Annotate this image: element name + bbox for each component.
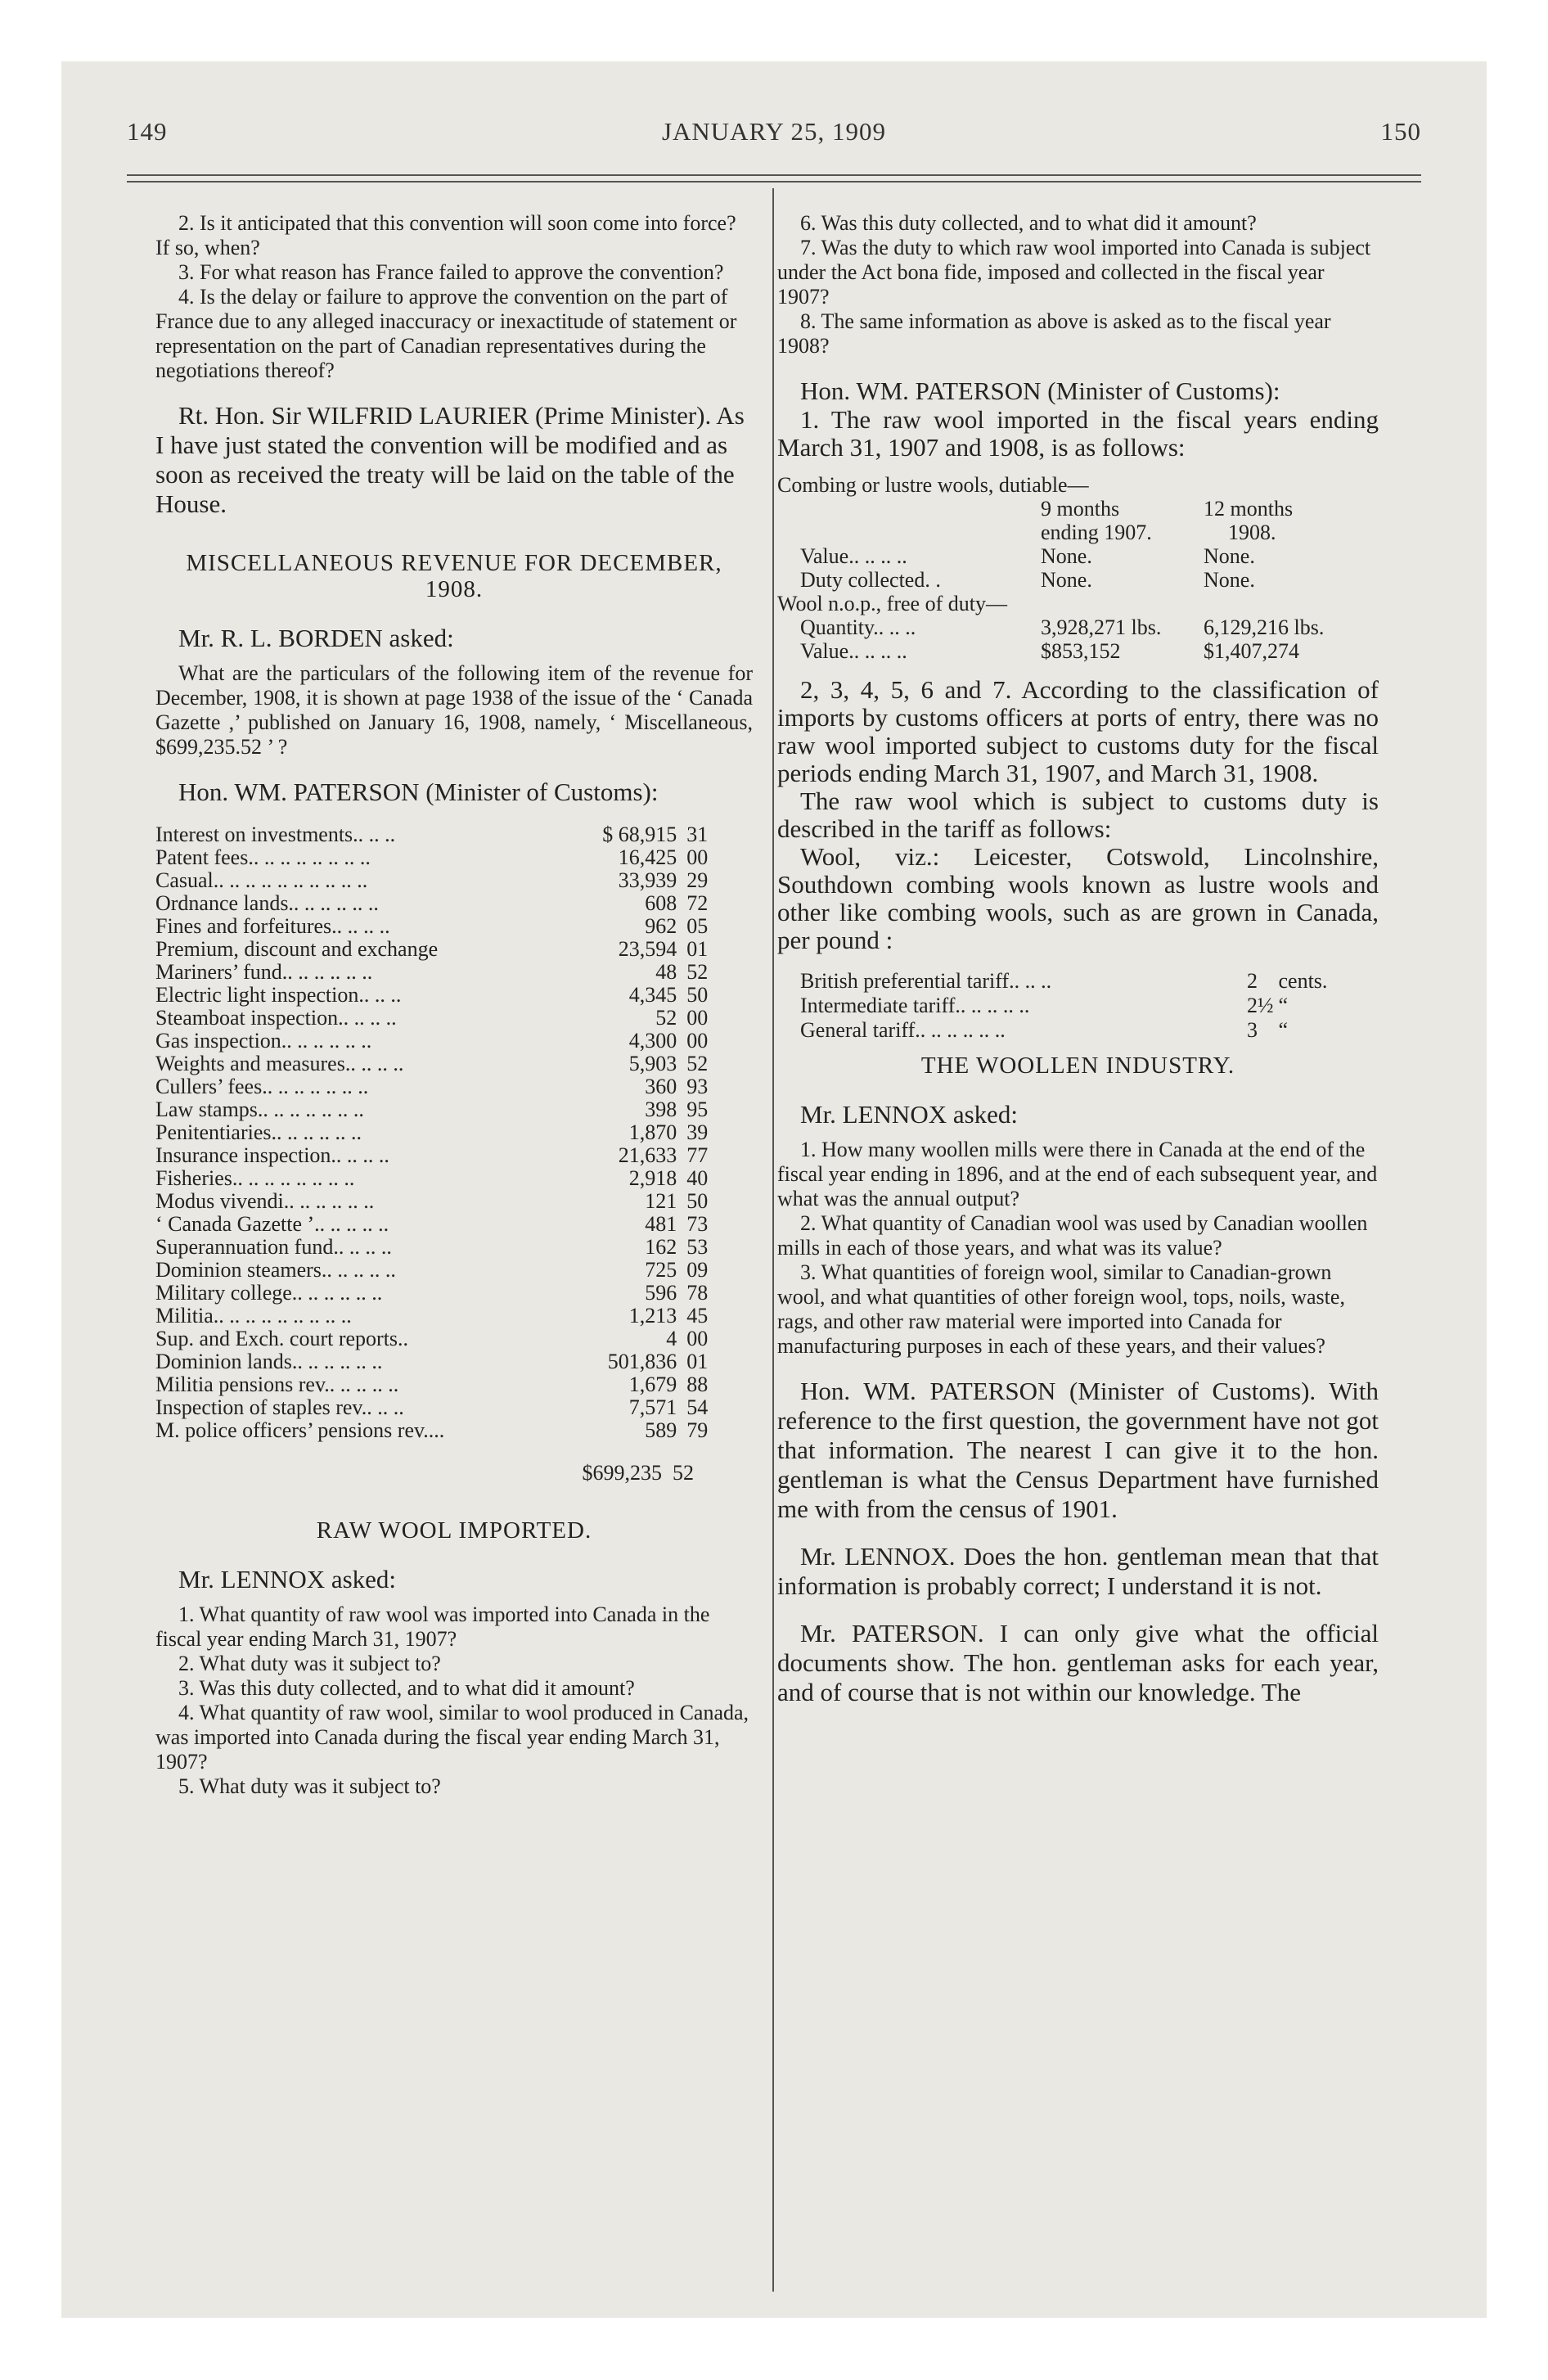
revenue-cents: 01	[686, 1350, 709, 1373]
header-rule	[127, 181, 1421, 183]
section-title: THE WOOLLEN INDUSTRY.	[920, 1053, 1235, 1079]
revenue-row	[155, 1053, 728, 1075]
revenue-row	[155, 1144, 728, 1167]
revenue-cents: 53	[686, 1235, 709, 1259]
row-value: $1,407,274	[1204, 639, 1299, 663]
question: 7. Was the duty to which raw wool imported into Canada is subject under the Act bona fide, imposed and collected in the fiscal year 1907?	[777, 236, 1371, 309]
revenue-amount: 2,918	[628, 1166, 677, 1190]
revenue-row	[155, 1167, 728, 1190]
revenue-amount: 23,594	[618, 937, 677, 961]
revenue-row	[155, 915, 728, 938]
answer-paragraph: Wool, viz.: Leicester, Cotswold, Lincolnshire, Southdown combing wools known as lustre wools and other like combing wools, such as are grown in Canada, per pound :	[777, 842, 1379, 954]
speech-text: I can only give what the official documents show. The hon. gentleman asks for each year, and of course that is not within our knowledge. The	[777, 1619, 1379, 1706]
revenue-amount: 360	[645, 1075, 677, 1098]
revenue-item: Militia pensions rev.. .. .. .. ..	[155, 1373, 399, 1396]
row-value: None.	[1204, 568, 1255, 592]
revenue-cents: 78	[686, 1281, 709, 1305]
tariff-unit: cents.	[1278, 969, 1328, 993]
total-cents: 52	[673, 1461, 694, 1485]
revenue-item: Electric light inspection.. .. ..	[155, 983, 402, 1007]
revenue-amount: 1,870	[628, 1120, 677, 1144]
row-value: 3,928,271 lbs.	[1041, 615, 1162, 639]
revenue-item: Military college.. .. .. .. .. ..	[155, 1281, 383, 1305]
revenue-row	[155, 1419, 728, 1442]
speaker-name: Mr. LENNOX.	[800, 1542, 956, 1571]
revenue-amount: 33,939	[618, 868, 677, 892]
row-label: Duty collected. .	[800, 568, 941, 592]
revenue-cents: 77	[686, 1143, 709, 1167]
speech-paterson	[777, 1619, 1379, 1707]
row-label: Quantity.. .. ..	[800, 615, 916, 639]
total-amount: $699,235	[582, 1461, 662, 1485]
speech-paterson	[777, 1377, 1379, 1524]
tariff-rate: 3	[1247, 1018, 1258, 1042]
revenue-cents: 31	[686, 823, 709, 846]
revenue-cents: 40	[686, 1166, 709, 1190]
question-text: What are the particulars of the following item of the revenue for December, 1908, it is shown at page 1938 of the issue of the ‘ Canada Gazette ,’ published on January 16, 1908, namely, ‘ Miscellaneous, $699,235.52 ’ ?	[155, 661, 753, 759]
revenue-amount: 4,345	[628, 983, 677, 1007]
revenue-cents: 00	[686, 1006, 709, 1030]
revenue-row	[155, 1327, 728, 1350]
row-value: $853,152	[1041, 639, 1121, 663]
question: 2. What duty was it subject to?	[178, 1652, 441, 1675]
question: 8. The same information as above is asked as to the fiscal year 1908?	[777, 309, 1331, 358]
revenue-row	[155, 1236, 728, 1259]
revenue-amount: 596	[645, 1281, 677, 1305]
revenue-cents: 39	[686, 1120, 709, 1144]
row-label: Value.. .. .. ..	[800, 544, 907, 568]
question-list	[777, 1138, 1379, 1359]
revenue-row	[155, 892, 728, 915]
asked-line: Mr. R. L. BORDEN asked:	[178, 624, 454, 652]
revenue-amount: 725	[645, 1258, 677, 1282]
row-value: None.	[1041, 568, 1092, 592]
speaker-name: Rt. Hon. Sir WILFRID LAURIER (Prime Minister).	[178, 401, 712, 430]
question: 1. How many woollen mills were there in Canada at the end of the fiscal year ending in 1896, and at the end of each subsequent year, and what was the annual output?	[777, 1138, 1378, 1210]
revenue-row	[155, 1305, 728, 1327]
revenue-row	[155, 1098, 728, 1121]
section-title: MISCELLANEOUS REVENUE FOR DECEMBER, 1908.	[186, 550, 722, 602]
question: 3. What quantities of foreign wool, similar to Canadian-grown wool, and what quantities of other foreign wool, tops, noils, waste, rags, and other raw material were imported into Canada for manufacturing purposes in each of these years, and their values?	[777, 1260, 1345, 1358]
speaker-line: Hon. WM. PATERSON (Minister of Customs):	[178, 778, 659, 806]
revenue-cents: 00	[686, 1327, 709, 1350]
answer-paragraph: 1. The raw wool imported in the fiscal years ending March 31, 1907 and 1908, is as follows:	[777, 405, 1379, 462]
question: 3. For what reason has France failed to approve the convention?	[178, 260, 724, 284]
revenue-row	[155, 961, 728, 984]
speech-laurier	[155, 401, 753, 519]
question-list	[155, 1602, 753, 1799]
revenue-row	[155, 1075, 728, 1098]
revenue-amount: 4,300	[628, 1029, 677, 1053]
col-sub: 1908.	[1228, 521, 1276, 544]
revenue-item: Superannuation fund.. .. .. ..	[155, 1235, 392, 1259]
revenue-cents: 93	[686, 1075, 709, 1098]
revenue-amount: 5,903	[628, 1052, 677, 1075]
col-head: 12 months	[1204, 497, 1294, 521]
revenue-cents: 88	[686, 1373, 709, 1396]
revenue-cents: 52	[686, 960, 709, 984]
question: 1. What quantity of raw wool was imported into Canada in the fiscal year ending March 31, 1907?	[155, 1602, 710, 1651]
revenue-cents: 09	[686, 1258, 709, 1282]
revenue-row	[155, 1373, 728, 1396]
section-title: RAW WOOL IMPORTED.	[316, 1517, 592, 1544]
tariff-unit: “	[1278, 1018, 1289, 1042]
revenue-amount: 21,633	[618, 1143, 677, 1167]
revenue-amount: 1,679	[628, 1373, 677, 1396]
question: 3. Was this duty collected, and to what did it amount?	[178, 1676, 635, 1700]
tariff-unit: “	[1278, 994, 1289, 1017]
revenue-cents: 50	[686, 983, 709, 1007]
revenue-item: Gas inspection.. .. .. .. .. ..	[155, 1029, 372, 1053]
revenue-cents: 95	[686, 1098, 709, 1121]
revenue-cents: 45	[686, 1304, 709, 1327]
speech-text: As I have just stated the convention will be modified and as soon as received the treaty will be laid on the table of the House.	[155, 401, 745, 518]
column-divider	[772, 188, 774, 2292]
revenue-cents: 79	[686, 1418, 709, 1442]
revenue-total	[155, 1460, 728, 1486]
revenue-item: Mariners’ fund.. .. .. .. .. ..	[155, 960, 373, 984]
question: 6. Was this duty collected, and to what did it amount?	[800, 211, 1257, 235]
revenue-item: Ordnance lands.. .. .. .. .. ..	[155, 891, 379, 915]
row-value: None.	[1204, 544, 1255, 568]
revenue-item: Fisheries.. .. .. .. .. .. .. ..	[155, 1166, 355, 1190]
revenue-cents: 01	[686, 937, 709, 961]
tariff-rate: 2½	[1247, 994, 1274, 1017]
revenue-row	[155, 846, 728, 869]
revenue-amount: 7,571	[628, 1395, 677, 1419]
document-page	[61, 61, 1487, 2318]
revenue-cents: 29	[686, 868, 709, 892]
revenue-row	[155, 1030, 728, 1053]
revenue-item: Law stamps.. .. .. .. .. .. ..	[155, 1098, 364, 1121]
revenue-cents: 05	[686, 914, 709, 938]
revenue-row	[155, 984, 728, 1007]
revenue-cents: 72	[686, 891, 709, 915]
revenue-item: Weights and measures.. .. .. ..	[155, 1052, 404, 1075]
revenue-cents: 00	[686, 1029, 709, 1053]
revenue-item: Patent fees.. .. .. .. .. .. .. ..	[155, 845, 371, 869]
answer-paragraph: 2, 3, 4, 5, 6 and 7. According to the classification of imports by customs officers at ports of entry, there was no raw wool imported subject to customs duty for the fiscal periods ending March 31, 1907, and March 31, 1908.	[777, 675, 1379, 787]
revenue-item: Fines and forfeitures.. .. .. ..	[155, 914, 390, 938]
speaker-line: Hon. WM. PATERSON (Minister of Customs):	[800, 376, 1280, 405]
revenue-item: Interest on investments.. .. ..	[155, 823, 396, 846]
tariff-label: British preferential tariff.. .. ..	[800, 969, 1052, 993]
speaker-name: Hon. WM. PATERSON (Minister of Customs).	[800, 1377, 1316, 1405]
question-list	[155, 211, 753, 383]
tariff-rate: 2	[1247, 969, 1258, 993]
revenue-amount: 501,836	[607, 1350, 677, 1373]
revenue-item: Insurance inspection.. .. .. ..	[155, 1143, 389, 1167]
right-column	[777, 211, 1379, 1707]
question: 4. What quantity of raw wool, similar to wool produced in Canada, was imported into Canada during the fiscal year ending March 31, 1907?	[155, 1701, 749, 1774]
wool-table	[777, 473, 1379, 663]
revenue-row	[155, 1350, 728, 1373]
question: 5. What duty was it subject to?	[178, 1774, 441, 1798]
row-value: 6,129,216 lbs.	[1204, 615, 1325, 639]
revenue-amount: 398	[645, 1098, 677, 1121]
revenue-amount: 608	[645, 891, 677, 915]
question: 2. What quantity of Canadian wool was used by Canadian woollen mills in each of those years, and what was its value?	[777, 1211, 1368, 1260]
revenue-row	[155, 1007, 728, 1030]
revenue-amount: 962	[645, 914, 677, 938]
question: 4. Is the delay or failure to approve the convention on the part of France due to any alleged inaccuracy or inexactitude of statement or representation on the part of Canadian representatives during the negotiations thereof?	[155, 285, 737, 382]
revenue-row	[155, 1190, 728, 1213]
revenue-row	[155, 938, 728, 961]
speech-lennox	[777, 1542, 1379, 1601]
revenue-item: Casual.. .. .. .. .. .. .. .. .. ..	[155, 868, 368, 892]
speech-text: With reference to the first question, the government have not got that information. The nearest I can give it to the hon. gentleman is what the Census Department have furnished me with from the census of 1901.	[777, 1377, 1379, 1523]
revenue-cents: 54	[686, 1395, 709, 1419]
revenue-item: Inspection of staples rev.. .. ..	[155, 1395, 404, 1419]
revenue-item: Cullers’ fees.. .. .. .. .. .. ..	[155, 1075, 369, 1098]
revenue-row	[155, 1121, 728, 1144]
asked-line: Mr. LENNOX asked:	[178, 1565, 397, 1593]
revenue-table	[155, 823, 728, 1442]
revenue-cents: 00	[686, 845, 709, 869]
revenue-cents: 73	[686, 1212, 709, 1236]
asked-line: Mr. LENNOX asked:	[800, 1100, 1019, 1129]
revenue-row	[155, 1259, 728, 1282]
revenue-item: Militia.. .. .. .. .. .. .. .. ..	[155, 1304, 352, 1327]
page-number-right: 150	[1380, 117, 1421, 146]
revenue-amount: 1,213	[628, 1304, 677, 1327]
revenue-amount: 52	[655, 1006, 677, 1030]
speech-text: Does the hon. gentleman mean that that information is probably correct; I understand it is not.	[777, 1542, 1379, 1600]
revenue-amount: 4	[666, 1327, 677, 1350]
revenue-row	[155, 1282, 728, 1305]
revenue-item: Steamboat inspection.. .. .. ..	[155, 1006, 397, 1030]
revenue-item: ‘ Canada Gazette ’.. .. .. .. ..	[155, 1212, 389, 1236]
question-list	[777, 211, 1379, 358]
speaker-name: Mr. PATERSON.	[800, 1619, 984, 1648]
revenue-row	[155, 869, 728, 892]
revenue-item: Dominion lands.. .. .. .. .. ..	[155, 1350, 383, 1373]
left-column	[155, 211, 753, 1799]
header-rule	[127, 174, 1421, 176]
revenue-item: Sup. and Exch. court reports..	[155, 1327, 409, 1350]
revenue-item: Penitentiaries.. .. .. .. .. ..	[155, 1120, 362, 1144]
tariff-label: Intermediate tariff.. .. .. .. ..	[800, 994, 1030, 1017]
tariff-label: General tariff.. .. .. .. .. ..	[800, 1018, 1006, 1042]
question: 2. Is it anticipated that this convention will soon come into force? If so, when?	[155, 211, 736, 259]
page-number-left: 149	[127, 117, 168, 146]
revenue-amount: 16,425	[618, 845, 677, 869]
revenue-amount: 48	[655, 960, 677, 984]
revenue-row	[155, 1213, 728, 1236]
wool-heading: Combing or lustre wools, dutiable—	[777, 473, 1089, 497]
revenue-item: Dominion steamers.. .. .. .. ..	[155, 1258, 396, 1282]
revenue-amount: 589	[645, 1418, 677, 1442]
revenue-row	[155, 823, 728, 846]
tariff-table	[777, 969, 1332, 1043]
revenue-amount: $ 68,915	[602, 823, 677, 846]
revenue-cents: 50	[686, 1189, 709, 1213]
wool-heading: Wool n.o.p., free of duty—	[777, 592, 1007, 615]
col-head: 9 months	[1041, 497, 1120, 521]
revenue-item: Modus vivendi.. .. .. .. .. ..	[155, 1189, 375, 1213]
revenue-row	[155, 1396, 728, 1419]
page-date: JANUARY 25, 1909	[661, 117, 887, 146]
revenue-amount: 162	[645, 1235, 677, 1259]
row-label: Value.. .. .. ..	[800, 639, 907, 663]
revenue-item: Premium, discount and exchange	[155, 937, 439, 961]
revenue-amount: 121	[645, 1189, 677, 1213]
revenue-amount: 481	[645, 1212, 677, 1236]
answer-paragraph: The raw wool which is subject to customs duty is described in the tariff as follows:	[777, 787, 1379, 843]
row-value: None.	[1041, 544, 1092, 568]
revenue-cents: 52	[686, 1052, 709, 1075]
col-sub: ending 1907.	[1041, 521, 1152, 544]
revenue-item: M. police officers’ pensions rev....	[155, 1418, 445, 1442]
